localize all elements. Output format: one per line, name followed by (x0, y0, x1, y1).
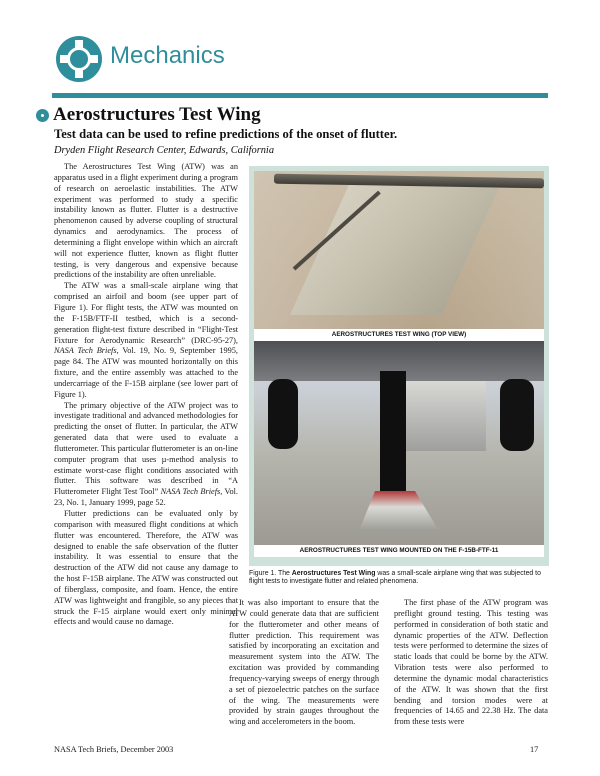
paragraph-3: The primary objective of the ATW project was to investigate traditional and advanced methodologies for predicting the onset of flutter. In particular, the ATW generated data that were used to evaluate a flutterometer. This particular flutterometer is an on-line computer program that uses µ-method analysis to estimate worst-case flight conditions associated with flutter. This software was described in “A Flutterometer Flight Test Tool” NASA Tech Briefs, Vol. 23, No. 1, January 1999, page 52. (54, 400, 238, 508)
wing-mounted-photo (254, 341, 544, 545)
figure-top-label: AEROSTRUCTURES TEST WING (TOP VIEW) (254, 329, 544, 341)
header-rule (52, 93, 548, 98)
section-title: Mechanics (110, 42, 225, 69)
mechanics-gear-icon (56, 36, 102, 82)
body-column-1 (54, 162, 238, 628)
body-column-3 (394, 598, 548, 728)
wing-top-view-photo (254, 171, 544, 329)
article-bullet-icon (36, 109, 49, 122)
section-header (0, 0, 600, 100)
paragraph-6: The first phase of the ATW program was preflight ground testing. This testing was performed in consideration of both static and dynamic properties of the ATW. Deflection tests were performed to determine the sizes of static loads that could be borne by the ATW. Vibration tests were also performed to determine the dynamic modal characteristics of the ATW. It was shown that the first bending and torsion modes were at frequencies of 14.65 and 22.38 Hz. The data from these tests were (394, 598, 548, 727)
paragraph-2: The ATW was a small-scale airplane wing that comprised an airfoil and boom (see upper part of Figure 1). For flight tests, the ATW was mounted on the F-15B/FTF-II testbed, which is a second-generation flight-test fixture described in “Flight-Test Fixture for Aerodynamic Research” (DRC-95-27), NASA Tech Briefs, Vol. 19, No. 9, September 1995, page 84. The ATW was mounted horizontally on this fixture, and the entire assembly was attached to the undercarriage of the F-15B airplane (see lower part of Figure 1). (54, 281, 238, 399)
figure-bottom-label: AEROSTRUCTURES TEST WING MOUNTED ON THE F-15B-FTF-11 (254, 545, 544, 557)
body-column-2 (229, 598, 379, 728)
figure-caption: Figure 1. The Aerostructures Test Wing was a small-scale airplane wing that was subjected to flight tests to investigate flutter and related phenomena. (249, 570, 541, 586)
page-number: 17 (530, 745, 539, 754)
footer-publication: NASA Tech Briefs, December 2003 (54, 745, 174, 754)
paragraph-1: The Aerostructures Test Wing (ATW) was an apparatus used in a flight experiment during a program of research on aeroelastic instabilities. The ATW experiment was performed to study a specific instability known as flutter. Flutter is a destructive phenomenon caused by adverse coupling of structural dynamics and aerodynamics. The process of determining a flight envelope within which an aircraft will not experience flutter, known as flight flutter testing, is very dangerous and expensive because predictions of the instability are often unreliable. (54, 162, 238, 280)
paragraph-4: Flutter predictions can be evaluated only by comparison with measured flight conditions at which flutter was encountered. Therefore, the ATW was designed to enable the safe observation of the flutter instability. It was essential to ensure that the destruction of the ATW did not cause any damage to the host F-15B airplane. The ATW was constructed out of fiberglass, composite, and foam. Hence, the entire ATW was lightweight and frangible, so any pieces that struck the F-15 airplane would exert only minimal effects and would cause no damage. (54, 509, 238, 627)
article-title: Aerostructures Test Wing (53, 104, 261, 125)
article-byline: Dryden Flight Research Center, Edwards, California (54, 145, 275, 156)
article-subtitle: Test data can be used to refine predictions of the onset of flutter. (54, 127, 398, 141)
figure-1 (249, 166, 549, 566)
paragraph-5: It was also important to ensure that the ATW could generate data that are sufficient for the flutterometer and other means of flutter prediction. This requirement was satisfied by incorporating an excitation and measurement system into the ATW. The excitation was provided by commanding frequency-varying sweeps of energy through a set of piezoelectric patches on the surface of the wing. The measurements were provided by strain gauges throughout the wing and accelerometers in the boom. (229, 598, 379, 727)
